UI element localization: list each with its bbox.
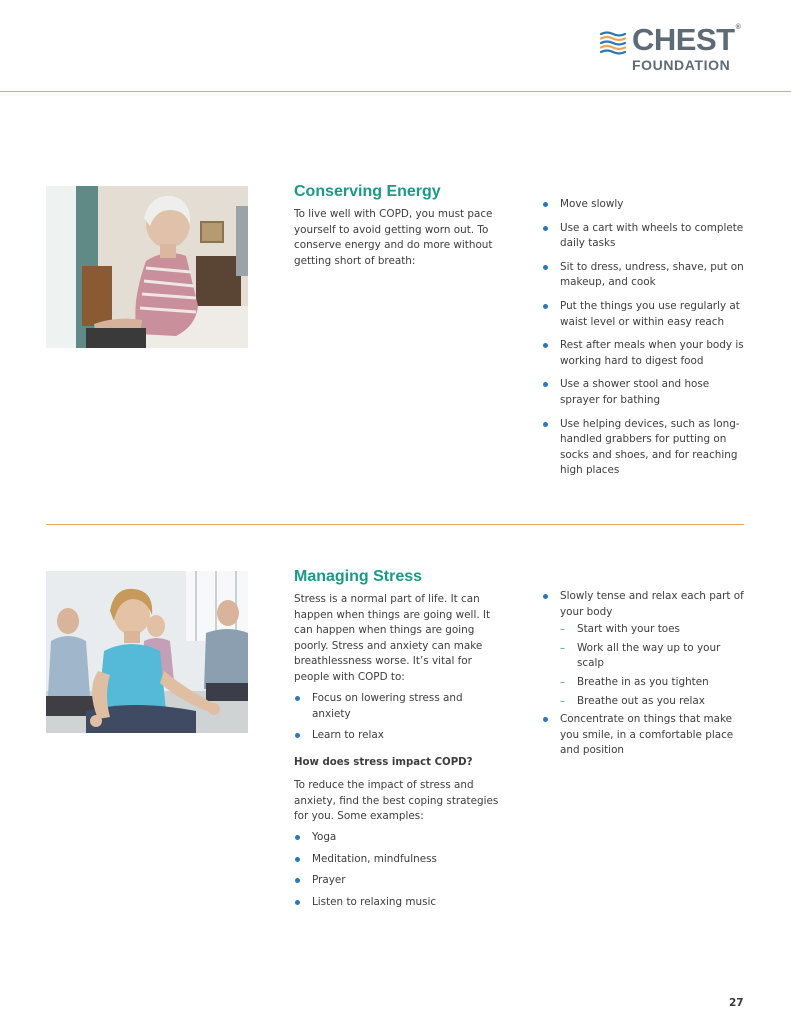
section-heading-conserving-energy: Conserving Energy <box>294 183 441 200</box>
list-item: – Breathe out as you relax <box>560 694 748 710</box>
coping-strategies-list <box>294 830 494 910</box>
chest-foundation-logo-mark <box>598 28 628 58</box>
list-item: – Work all the way up to your scalp <box>560 641 721 670</box>
relaxation-steps-list <box>542 589 748 759</box>
photo-woman-sitting-by-window <box>46 186 248 348</box>
list-item: Learn to relax <box>294 728 494 744</box>
bullet-icon <box>295 835 300 840</box>
bullet-icon <box>295 696 300 701</box>
dash-icon: – <box>560 695 565 707</box>
bullet-icon <box>543 226 548 231</box>
bullet-icon <box>543 594 548 599</box>
list-item: Rest after meals when your body is working hard to digest food <box>542 338 748 369</box>
dash-icon: – <box>560 642 565 654</box>
bullet-icon <box>543 717 548 722</box>
list-item: – Start with your toes <box>560 622 748 638</box>
section-heading-managing-stress: Managing Stress <box>294 568 423 585</box>
section-divider <box>46 524 744 525</box>
bullet-icon <box>543 202 548 207</box>
logo-subtitle: FOUNDATION <box>632 57 731 73</box>
bullet-icon <box>295 878 300 883</box>
list-item: Use a shower stool and hose sprayer for bathing <box>542 377 748 408</box>
bullet-icon <box>295 733 300 738</box>
logo-wordmark: CHEST® <box>632 22 741 57</box>
list-item: Concentrate on things that make you smile, in a comfortable place and position <box>542 712 748 759</box>
list-item: Sit to dress, undress, shave, put on makeup, and cook <box>542 260 748 291</box>
header-divider <box>0 91 791 92</box>
list-item: Yoga <box>294 830 494 846</box>
list-item: Meditation, mindfulness <box>294 852 494 868</box>
list-item: Prayer <box>294 873 494 889</box>
section-intro-conserving-energy: To live well with COPD, you must pace yourself to avoid getting worn out. To conserve energy and do more without getting short of breath: <box>294 208 493 267</box>
photo-group-meditating <box>46 571 248 733</box>
list-item: Listen to relaxing music <box>294 895 494 911</box>
subheading-stress-impact: How does stress impact COPD? <box>294 757 473 768</box>
bullet-icon <box>543 343 548 348</box>
dash-icon: – <box>560 624 565 636</box>
stress-coping-paragraph: To reduce the impact of stress and anxiety, find the best coping strategies for you. Some examples: <box>294 779 499 823</box>
conserving-energy-tips-list <box>542 197 748 479</box>
list-item: Use a cart with wheels to complete daily tasks <box>542 221 748 252</box>
stress-goals-list <box>294 691 494 744</box>
list-item: Focus on lowering stress and anxiety <box>294 691 494 722</box>
list-item: Slowly tense and relax each part of your body – Start with your toes – Work all the way up to your scalp – Breathe in as you tighten – Breathe out as you relax <box>542 589 748 709</box>
relaxation-substeps-list <box>560 622 748 709</box>
dash-icon: – <box>560 676 565 688</box>
bullet-icon <box>543 422 548 427</box>
section-intro-managing-stress: Stress is a normal part of life. It can happen when things are going well. It can happen when things are going poorly. Stress and anxiety can make breathlessness worse. It’s vital for people with COPD to: <box>294 593 491 683</box>
page-number: 27 <box>729 997 744 1009</box>
bullet-icon <box>543 304 548 309</box>
list-item: Move slowly <box>542 197 748 213</box>
bullet-icon <box>295 900 300 905</box>
bullet-icon <box>543 382 548 387</box>
list-item: Put the things you use regularly at waist level or within easy reach <box>542 299 748 330</box>
list-item: – Breathe in as you tighten <box>560 675 748 691</box>
list-item: Use helping devices, such as long-handled grabbers for putting on socks and shoes, and for reaching high places <box>542 417 748 479</box>
bullet-icon <box>295 857 300 862</box>
bullet-icon <box>543 265 548 270</box>
